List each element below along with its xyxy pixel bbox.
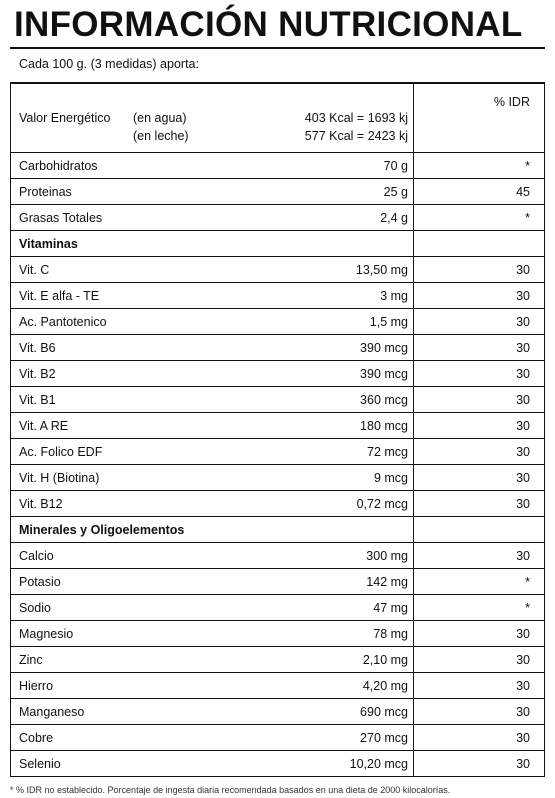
row-divider (10, 464, 545, 465)
table-right-border (544, 82, 545, 776)
energy-water-value: 403 Kcal = 1693 kj (304, 111, 408, 125)
vitamins-name: Ac. Pantotenico (19, 315, 107, 329)
vitamins-amount: 3 mg (380, 289, 408, 303)
minerals-amount: 78 mg (373, 627, 408, 641)
energy-divider (10, 152, 545, 153)
vitamins-name: Vit. A RE (19, 419, 69, 433)
row-divider (10, 308, 545, 309)
energy-label: Valor Energético (19, 111, 111, 125)
row-divider (10, 776, 545, 777)
row-divider (10, 386, 545, 387)
row-divider (10, 698, 545, 699)
macros-name: Proteinas (19, 185, 72, 199)
column-divider (413, 82, 414, 776)
row-divider (10, 672, 545, 673)
minerals-name: Cobre (19, 731, 54, 745)
minerals-idr: 30 (516, 549, 530, 563)
vitamins-name: Vit. B1 (19, 393, 56, 407)
row-divider (10, 178, 545, 179)
minerals-amount: 2,10 mg (362, 653, 408, 667)
minerals-amount: 142 mg (366, 575, 408, 589)
vitamins-amount: 1,5 mg (369, 315, 408, 329)
row-divider (10, 724, 545, 725)
vitamins-header: Vitaminas (19, 237, 78, 251)
vitamins-idr: 30 (516, 497, 530, 511)
minerals-name: Calcio (19, 549, 54, 563)
minerals-name: Sodio (19, 601, 51, 615)
energy-milk-value: 577 Kcal = 2423 kj (304, 129, 408, 143)
vitamins-name: Vit. C (19, 263, 50, 277)
minerals-idr: 30 (516, 653, 530, 667)
vitamins-idr: 30 (516, 263, 530, 277)
vitamins-name: Vit. B6 (19, 341, 56, 355)
vitamins-idr: 30 (516, 341, 530, 355)
minerals-idr: * (525, 601, 530, 615)
vitamins-idr: 30 (516, 367, 530, 381)
minerals-amount: 300 mg (366, 549, 408, 563)
serving-text: Cada 100 g. (3 medidas) aporta: (19, 57, 199, 71)
row-divider (10, 594, 545, 595)
row-divider (10, 230, 545, 231)
vitamins-name: Ac. Folico EDF (19, 445, 103, 459)
macros-idr: * (525, 211, 530, 225)
row-divider (10, 412, 545, 413)
vitamins-amount: 0,72 mcg (356, 497, 408, 511)
vitamins-idr: 30 (516, 393, 530, 407)
row-divider (10, 360, 545, 361)
section-divider (10, 542, 545, 543)
vitamins-idr: 30 (516, 445, 530, 459)
vitamins-idr: 30 (516, 315, 530, 329)
row-divider (10, 568, 545, 569)
row-divider (10, 750, 545, 751)
vitamins-amount: 13,50 mg (355, 263, 408, 277)
minerals-amount: 270 mcg (360, 731, 408, 745)
vitamins-idr: 30 (516, 471, 530, 485)
minerals-amount: 47 mg (373, 601, 408, 615)
minerals-name: Hierro (19, 679, 54, 693)
macros-name: Grasas Totales (19, 211, 103, 225)
vitamins-name: Vit. B2 (19, 367, 56, 381)
row-divider (10, 490, 545, 491)
title-rule (10, 47, 545, 49)
minerals-idr: 30 (516, 731, 530, 745)
macros-amount: 70 g (383, 159, 408, 173)
energy-milk-label: (en leche) (133, 129, 189, 143)
minerals-name: Selenio (19, 757, 61, 771)
minerals-idr: 30 (516, 627, 530, 641)
minerals-idr: 30 (516, 757, 530, 771)
macros-idr: * (525, 159, 530, 173)
minerals-name: Magnesio (19, 627, 74, 641)
minerals-idr: 30 (516, 679, 530, 693)
row-divider (10, 282, 545, 283)
header-rule (10, 82, 545, 84)
row-divider (10, 438, 545, 439)
vitamins-amount: 390 mcg (360, 341, 408, 355)
vitamins-name: Vit. B12 (19, 497, 63, 511)
macros-idr: 45 (516, 185, 530, 199)
row-divider (10, 204, 545, 205)
minerals-amount: 10,20 mcg (349, 757, 408, 771)
vitamins-idr: 30 (516, 419, 530, 433)
minerals-idr: * (525, 575, 530, 589)
table-left-border (10, 82, 11, 776)
vitamins-name: Vit. H (Biotina) (19, 471, 100, 485)
vitamins-amount: 180 mcg (360, 419, 408, 433)
page-title: INFORMACIÓN NUTRICIONAL (14, 5, 523, 44)
row-divider (10, 516, 545, 517)
minerals-amount: 690 mcg (360, 705, 408, 719)
minerals-idr: 30 (516, 705, 530, 719)
vitamins-amount: 72 mcg (367, 445, 408, 459)
vitamins-amount: 390 mcg (360, 367, 408, 381)
row-divider (10, 646, 545, 647)
macros-name: Carbohidratos (19, 159, 98, 173)
minerals-amount: 4,20 mg (362, 679, 408, 693)
row-divider (10, 620, 545, 621)
minerals-name: Potasio (19, 575, 61, 589)
minerals-name: Manganeso (19, 705, 85, 719)
energy-water-label: (en agua) (133, 111, 187, 125)
vitamins-idr: 30 (516, 289, 530, 303)
minerals-header: Minerales y Oligoelementos (19, 523, 185, 537)
vitamins-name: Vit. E alfa - TE (19, 289, 100, 303)
macros-amount: 2,4 g (380, 211, 408, 225)
vitamins-amount: 9 mcg (373, 471, 408, 485)
macros-amount: 25 g (383, 185, 408, 199)
section-divider (10, 256, 545, 257)
minerals-name: Zinc (19, 653, 43, 667)
vitamins-amount: 360 mcg (360, 393, 408, 407)
row-divider (10, 334, 545, 335)
idr-header: % IDR (493, 95, 530, 109)
footnote: * % IDR no establecido. Porcentaje de ingesta diaria recomendada basados en una dieta de 2000 kilocalorías. (10, 785, 451, 795)
